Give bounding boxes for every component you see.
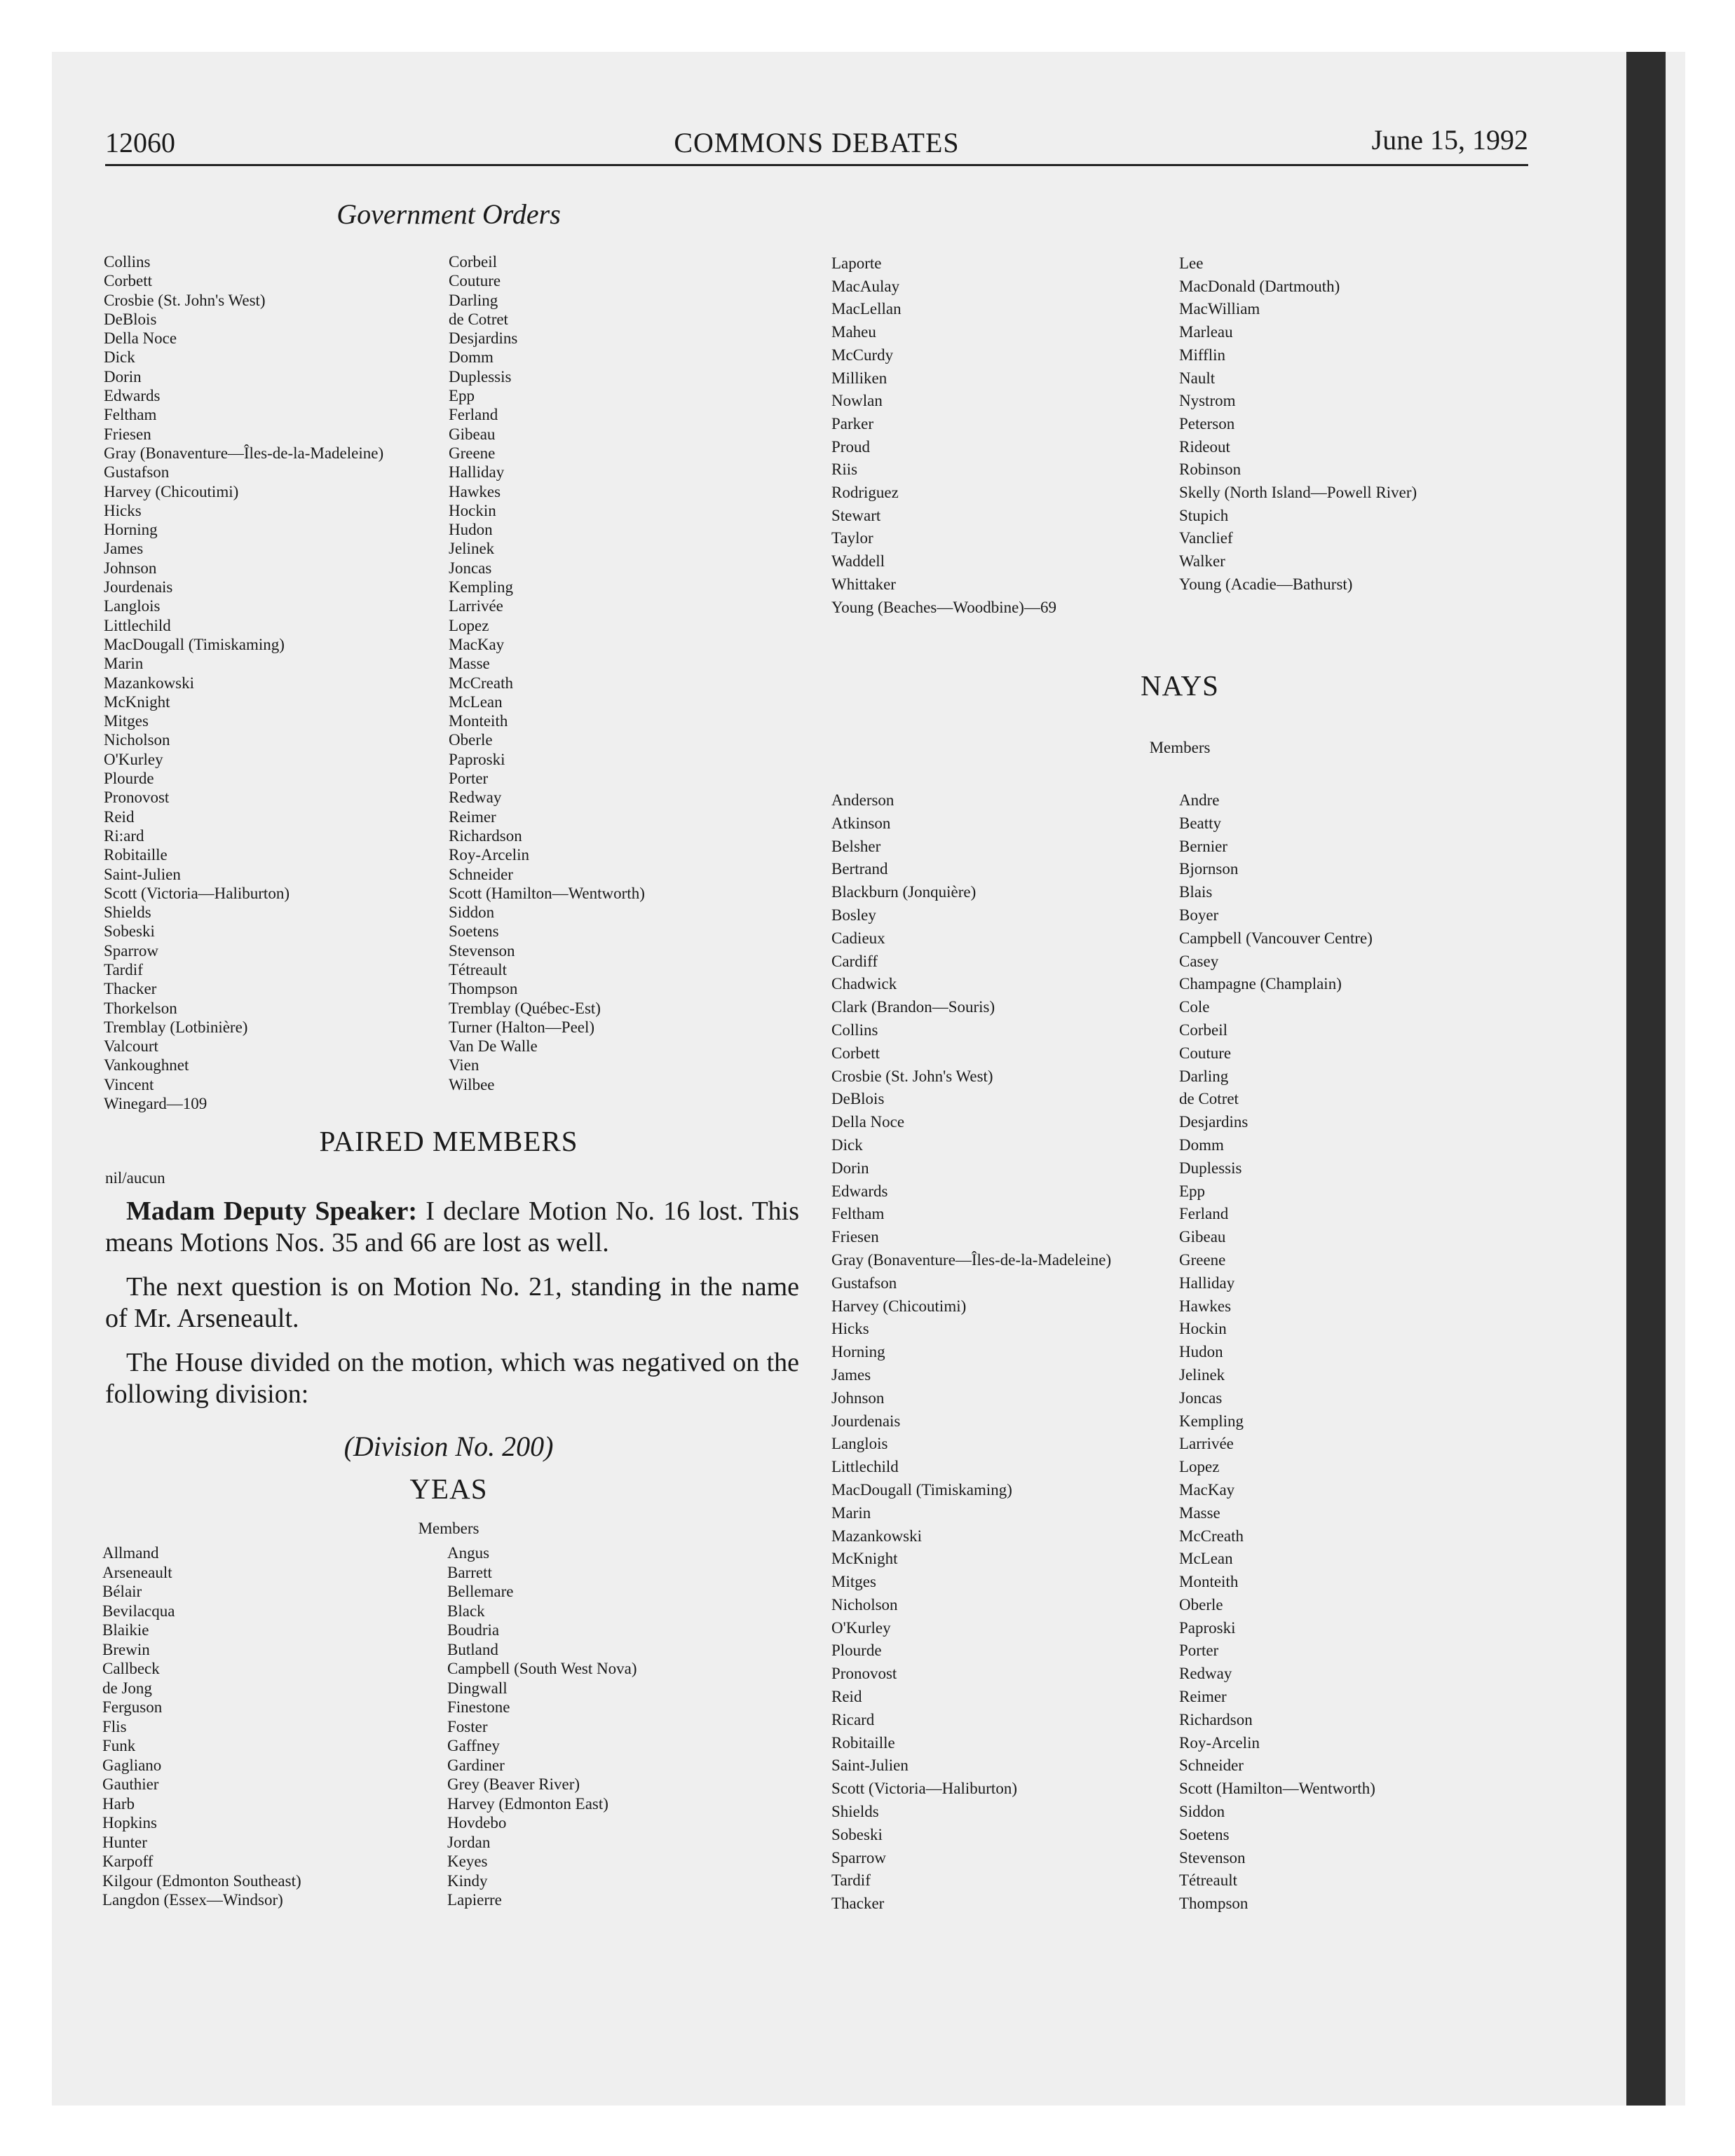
member-name: MacWilliam xyxy=(1179,300,1260,318)
member-name: Scott (Hamilton—Wentworth) xyxy=(1179,1780,1375,1798)
speech-paragraph-1 xyxy=(105,1196,799,1259)
member-name: Campbell (Vancouver Centre) xyxy=(1179,929,1373,947)
member-name: Mazankowski xyxy=(831,1527,923,1545)
member-name: Whittaker xyxy=(831,575,896,593)
member-name: Funk xyxy=(102,1737,136,1754)
member-name: MacDougall (Timiskaming) xyxy=(104,635,285,653)
member-name: Robitaille xyxy=(104,846,168,864)
member-name: Thorkelson xyxy=(104,999,177,1017)
member-name: Schneider xyxy=(449,865,513,883)
member-name: Hockin xyxy=(1179,1320,1227,1338)
prev-division-col-4 xyxy=(1179,252,1417,596)
member-name: Larrivée xyxy=(1179,1435,1234,1453)
member-name: Shields xyxy=(831,1803,879,1821)
publication-date: June 15, 1992 xyxy=(1371,124,1528,156)
member-name: Dorin xyxy=(104,367,142,386)
member-name: Young (Acadie—Bathurst) xyxy=(1179,575,1353,593)
member-name: James xyxy=(104,540,144,558)
member-name: Stupich xyxy=(1179,506,1229,524)
member-name: Nowlan xyxy=(831,392,883,410)
member-name: Johnson xyxy=(831,1389,885,1407)
member-name: Joncas xyxy=(449,559,492,577)
member-name: Butland xyxy=(447,1640,498,1658)
member-name: Friesen xyxy=(831,1228,879,1246)
member-name: Desjardins xyxy=(1179,1113,1248,1131)
member-name: Epp xyxy=(449,387,475,405)
member-name: Boudria xyxy=(447,1621,500,1639)
member-name: McKnight xyxy=(104,692,170,711)
member-name: Siddon xyxy=(1179,1803,1225,1821)
member-name: Tétreault xyxy=(449,960,508,978)
member-name: Thompson xyxy=(1179,1895,1248,1913)
member-name: Darling xyxy=(1179,1067,1229,1085)
member-name: Reimer xyxy=(449,807,496,826)
member-name: Ferland xyxy=(1179,1205,1229,1223)
division-label: (Division No. 200) xyxy=(343,1431,554,1462)
member-name: Littlechild xyxy=(831,1458,899,1476)
member-name: Vincent xyxy=(104,1075,154,1093)
member-name: Cardiff xyxy=(831,952,878,970)
speech-paragraph-2 xyxy=(105,1271,799,1335)
member-name: Desjardins xyxy=(449,329,518,348)
member-name: Ri:ard xyxy=(104,826,144,845)
member-name: Masse xyxy=(449,655,490,673)
member-name: MacKay xyxy=(1179,1480,1235,1499)
member-name: Bjornson xyxy=(1179,860,1239,878)
member-name: Mitges xyxy=(831,1573,876,1591)
member-name: Van De Walle xyxy=(449,1037,538,1056)
member-name: Ricard xyxy=(831,1710,875,1728)
member-name: Siddon xyxy=(449,903,495,922)
member-name: Bélair xyxy=(102,1583,142,1600)
member-name: Vankoughnet xyxy=(104,1056,189,1074)
member-name: de Cotret xyxy=(1179,1090,1239,1108)
member-name: Crosbie (St. John's West) xyxy=(104,291,266,309)
member-name: Andre xyxy=(1179,791,1220,809)
member-name: Lopez xyxy=(1179,1458,1220,1476)
member-name: Jelinek xyxy=(1179,1365,1225,1384)
member-name: Reid xyxy=(831,1688,862,1706)
member-name: Hawkes xyxy=(1179,1297,1232,1315)
member-name: Pronovost xyxy=(831,1665,897,1683)
member-name: Friesen xyxy=(104,425,151,443)
member-name: Gauthier xyxy=(102,1775,159,1793)
member-name: Kempling xyxy=(449,578,513,596)
member-name: Grey (Beaver River) xyxy=(447,1775,580,1793)
member-name: Hovdebo xyxy=(447,1814,507,1831)
member-name: Black xyxy=(447,1602,485,1620)
member-name: Tremblay (Québec-Est) xyxy=(449,999,601,1017)
member-name: Corbeil xyxy=(449,253,497,271)
member-name: Lapierre xyxy=(447,1891,502,1909)
member-name: Nicholson xyxy=(831,1595,898,1613)
member-name: Parker xyxy=(831,414,874,432)
member-name: Dingwall xyxy=(447,1679,508,1697)
speaker-name: Madam Deputy Speaker: xyxy=(126,1196,417,1226)
member-name: Bosley xyxy=(831,906,876,924)
member-name: Walker xyxy=(1179,552,1225,571)
member-name: Gustafson xyxy=(831,1274,897,1292)
member-name: Skelly (North Island—Powell River) xyxy=(1179,484,1417,502)
member-name: DeBlois xyxy=(104,310,157,328)
member-name: Vanclief xyxy=(1179,529,1233,547)
member-name: Joncas xyxy=(1179,1389,1223,1407)
member-name: Blaikie xyxy=(102,1621,149,1639)
member-name: Chadwick xyxy=(831,975,897,993)
speech-text-1: I declare Motion No. 16 lost. This means Motions Nos. 35 and 66 are lost as well. xyxy=(105,1196,800,1257)
member-name: O'Kurley xyxy=(104,750,163,768)
publication-title: COMMONS DEBATES xyxy=(674,127,960,158)
member-name: Karpoff xyxy=(102,1853,154,1870)
nays-col-1 xyxy=(831,789,1111,1916)
member-name: Foster xyxy=(447,1717,488,1735)
member-name: Milliken xyxy=(831,369,887,387)
paired-members-heading: PAIRED MEMBERS xyxy=(319,1125,578,1157)
member-name: Beatty xyxy=(1179,814,1222,832)
member-name: Winegard—109 xyxy=(104,1095,207,1113)
paired-members-text: nil/aucun xyxy=(105,1169,165,1187)
member-name: James xyxy=(831,1365,871,1384)
header-rule xyxy=(105,164,1528,166)
member-name: Ferguson xyxy=(102,1698,163,1716)
member-name: Sparrow xyxy=(831,1848,886,1867)
member-name: Kilgour (Edmonton Southeast) xyxy=(102,1871,301,1890)
member-name: Crosbie (St. John's West) xyxy=(831,1067,993,1085)
member-name: Hawkes xyxy=(449,482,501,500)
member-name: Masse xyxy=(1179,1503,1220,1522)
page-header xyxy=(105,121,1528,163)
member-name: Saint-Julien xyxy=(104,865,181,883)
member-name: Tremblay (Lotbinière) xyxy=(104,1018,248,1036)
member-name: Marleau xyxy=(1179,323,1233,341)
member-name: Langlois xyxy=(831,1435,888,1453)
member-name: Feltham xyxy=(831,1205,885,1223)
prev-division-col-2 xyxy=(449,252,645,1094)
member-name: Stevenson xyxy=(1179,1848,1246,1867)
member-name: Marin xyxy=(831,1503,871,1522)
member-name: Flis xyxy=(102,1717,127,1735)
member-name: MacDonald (Dartmouth) xyxy=(1179,277,1340,295)
member-name: Redway xyxy=(1179,1665,1232,1683)
member-name: Stevenson xyxy=(449,941,515,960)
member-name: Finestone xyxy=(447,1698,510,1716)
member-name: Reid xyxy=(104,807,135,826)
member-name: Lopez xyxy=(449,616,489,634)
member-name: Redway xyxy=(449,789,502,807)
member-name: Plourde xyxy=(831,1642,882,1660)
member-name: Halliday xyxy=(1179,1274,1235,1292)
member-name: Sobeski xyxy=(104,922,155,941)
member-name: Plourde xyxy=(104,770,154,788)
member-name: Littlechild xyxy=(104,616,171,634)
member-name: Bertrand xyxy=(831,860,888,878)
member-name: Gustafson xyxy=(104,463,170,482)
member-name: Soetens xyxy=(1179,1825,1230,1843)
member-name: Shields xyxy=(104,903,151,922)
member-name: Gray (Bonaventure—Îles-de-la-Madeleine) xyxy=(831,1250,1112,1269)
member-name: Thompson xyxy=(449,980,518,998)
scan-edge-bar xyxy=(1626,52,1666,2106)
member-name: Lee xyxy=(1179,254,1204,272)
member-name: Vien xyxy=(449,1056,479,1074)
member-name: Scott (Victoria—Haliburton) xyxy=(104,884,290,902)
member-name: Dick xyxy=(104,348,135,367)
member-name: Reimer xyxy=(1179,1688,1227,1706)
member-name: Langlois xyxy=(104,597,161,615)
member-name: McLean xyxy=(1179,1550,1233,1568)
member-name: Sparrow xyxy=(104,941,158,960)
member-name: McCreath xyxy=(449,674,513,692)
member-name: Rideout xyxy=(1179,437,1230,456)
member-name: Pronovost xyxy=(104,789,170,807)
member-name: Nystrom xyxy=(1179,392,1236,410)
nays-col-2 xyxy=(1179,789,1375,1916)
member-name: Harvey (Chicoutimi) xyxy=(104,482,239,500)
member-name: Duplessis xyxy=(1179,1159,1242,1177)
member-name: McLean xyxy=(449,692,503,711)
prev-division-col-1 xyxy=(104,252,383,1113)
member-name: Gibeau xyxy=(1179,1228,1226,1246)
member-name: McCurdy xyxy=(831,346,894,364)
member-name: Collins xyxy=(104,253,151,271)
member-name: Hicks xyxy=(104,501,142,519)
member-name: Feltham xyxy=(104,406,157,424)
member-name: Keyes xyxy=(447,1853,488,1870)
member-name: Harb xyxy=(102,1794,135,1813)
member-name: Corbett xyxy=(104,272,152,290)
nays-heading: NAYS xyxy=(1141,669,1219,702)
member-name: Turner (Halton—Peel) xyxy=(449,1018,595,1036)
member-name: Wilbee xyxy=(449,1075,495,1093)
member-name: MacDougall (Timiskaming) xyxy=(831,1480,1012,1499)
member-name: Maheu xyxy=(831,323,876,341)
member-name: Campbell (South West Nova) xyxy=(447,1660,637,1677)
member-name: Bellemare xyxy=(447,1583,514,1600)
member-name: Collins xyxy=(831,1021,878,1039)
member-name: Cadieux xyxy=(831,929,885,947)
member-name: Gray (Bonaventure—Îles-de-la-Madeleine) xyxy=(104,444,384,462)
member-name: Allmand xyxy=(102,1544,159,1562)
member-name: Monteith xyxy=(449,712,508,730)
member-name: Nault xyxy=(1179,369,1216,387)
member-name: Blais xyxy=(1179,883,1213,901)
nays-subheading: Members xyxy=(1149,739,1211,756)
speech-text-2: The next question is on Motion No. 21, standing in the name of Mr. Arseneault. xyxy=(105,1272,799,1333)
member-name: Johnson xyxy=(104,559,157,577)
member-name: Angus xyxy=(447,1544,490,1562)
member-name: Monteith xyxy=(1179,1573,1239,1591)
member-name: McKnight xyxy=(831,1550,898,1568)
member-name: MacAulay xyxy=(831,277,900,295)
member-name: Ferland xyxy=(449,406,498,424)
member-name: Harvey (Edmonton East) xyxy=(447,1794,608,1813)
member-name: Domm xyxy=(449,348,494,367)
member-name: Hicks xyxy=(831,1320,869,1338)
section-title: Government Orders xyxy=(336,198,561,230)
member-name: Taylor xyxy=(831,529,873,547)
member-name: Boyer xyxy=(1179,906,1219,924)
member-name: Cole xyxy=(1179,998,1210,1016)
member-name: Gaffney xyxy=(447,1737,500,1754)
member-name: Roy-Arcelin xyxy=(449,846,529,864)
member-name: Greene xyxy=(449,444,496,462)
member-name: Mazankowski xyxy=(104,674,195,692)
member-name: Atkinson xyxy=(831,814,891,832)
member-name: Jourdenais xyxy=(831,1412,901,1430)
member-name: Stewart xyxy=(831,506,881,524)
member-name: Della Noce xyxy=(831,1113,905,1131)
member-name: Peterson xyxy=(1179,414,1235,432)
member-name: Marin xyxy=(104,655,144,673)
member-name: Jordan xyxy=(447,1833,491,1851)
member-name: Della Noce xyxy=(104,329,177,348)
member-name: Richardson xyxy=(1179,1710,1253,1728)
member-name: de Cotret xyxy=(449,310,508,328)
member-name: DeBlois xyxy=(831,1090,885,1108)
member-name: Domm xyxy=(1179,1135,1224,1154)
member-name: Oberle xyxy=(449,731,493,749)
member-name: Jelinek xyxy=(449,540,495,558)
member-name: Gardiner xyxy=(447,1756,505,1774)
member-name: Greene xyxy=(1179,1250,1226,1269)
yeas-col-2 xyxy=(447,1543,637,1910)
page-number: 12060 xyxy=(105,127,175,158)
yeas-col-1 xyxy=(102,1543,301,1910)
yeas-heading: YEAS xyxy=(409,1473,488,1505)
member-name: Clark (Brandon—Souris) xyxy=(831,998,995,1016)
member-name: Hopkins xyxy=(102,1814,157,1831)
member-name: McCreath xyxy=(1179,1527,1244,1545)
member-name: Larrivée xyxy=(449,597,503,615)
member-name: O'Kurley xyxy=(831,1618,891,1637)
member-name: Hunter xyxy=(102,1833,147,1851)
member-name: Tardif xyxy=(104,960,143,978)
member-name: Gagliano xyxy=(102,1756,162,1774)
member-name: Scott (Victoria—Haliburton) xyxy=(831,1780,1017,1798)
member-name: Barrett xyxy=(447,1563,492,1581)
member-name: Paproski xyxy=(1179,1618,1236,1637)
speech-paragraph-3 xyxy=(105,1347,799,1410)
member-name: Bevilacqua xyxy=(102,1602,175,1620)
member-name: Kindy xyxy=(447,1871,488,1890)
member-name: Rodriguez xyxy=(831,484,899,502)
member-name: Thacker xyxy=(104,980,157,998)
member-name: Thacker xyxy=(831,1895,885,1913)
member-name: Champagne (Champlain) xyxy=(1179,975,1342,993)
member-name: Hockin xyxy=(449,501,496,519)
member-name: Tétreault xyxy=(1179,1871,1238,1890)
member-name: Kempling xyxy=(1179,1412,1244,1430)
prev-division-col-3 xyxy=(831,252,1056,619)
member-name: Sobeski xyxy=(831,1825,883,1843)
member-name: Gibeau xyxy=(449,425,496,443)
yeas-subheading: Members xyxy=(418,1520,479,1537)
member-name: Saint-Julien xyxy=(831,1756,909,1775)
member-name: Couture xyxy=(449,272,501,290)
member-name: Proud xyxy=(831,437,870,456)
member-name: Valcourt xyxy=(104,1037,158,1056)
member-name: Young (Beaches—Woodbine)—69 xyxy=(831,598,1056,616)
member-name: Nicholson xyxy=(104,731,170,749)
member-name: de Jong xyxy=(102,1679,152,1697)
member-name: Richardson xyxy=(449,826,522,845)
member-name: Porter xyxy=(449,770,489,788)
member-name: Corbeil xyxy=(1179,1021,1227,1039)
member-name: Robitaille xyxy=(831,1733,895,1752)
member-name: Corbett xyxy=(831,1044,880,1062)
member-name: Jourdenais xyxy=(104,578,173,596)
member-name: Belsher xyxy=(831,837,881,855)
member-name: Casey xyxy=(1179,952,1219,970)
member-name: Anderson xyxy=(831,791,894,809)
member-name: Robinson xyxy=(1179,460,1241,479)
member-name: Horning xyxy=(831,1343,885,1361)
member-name: Laporte xyxy=(831,254,882,272)
speech-text-3: The House divided on the motion, which was negatived on the following division: xyxy=(105,1348,799,1409)
member-name: Epp xyxy=(1179,1182,1206,1200)
member-name: Callbeck xyxy=(102,1660,160,1677)
member-name: MacKay xyxy=(449,635,505,653)
member-name: Edwards xyxy=(104,387,161,405)
member-name: Duplessis xyxy=(449,367,512,386)
member-name: Couture xyxy=(1179,1044,1232,1062)
member-name: Hudon xyxy=(1179,1343,1223,1361)
member-name: MacLellan xyxy=(831,300,901,318)
member-name: Bernier xyxy=(1179,837,1227,855)
member-name: Riis xyxy=(831,460,858,479)
member-name: Waddell xyxy=(831,552,885,571)
member-name: Schneider xyxy=(1179,1756,1244,1775)
member-name: Hudon xyxy=(449,521,493,539)
member-name: Halliday xyxy=(449,463,505,482)
member-name: Darling xyxy=(449,291,498,309)
member-name: Paproski xyxy=(449,750,505,768)
member-name: Harvey (Chicoutimi) xyxy=(831,1297,967,1315)
member-name: Tardif xyxy=(831,1871,871,1890)
member-name: Langdon (Essex—Windsor) xyxy=(102,1891,283,1909)
member-name: Blackburn (Jonquière) xyxy=(831,883,977,901)
member-name: Mifflin xyxy=(1179,346,1226,364)
member-name: Mitges xyxy=(104,712,149,730)
member-name: Horning xyxy=(104,521,158,539)
member-name: Dorin xyxy=(831,1159,869,1177)
member-name: Edwards xyxy=(831,1182,888,1200)
member-name: Scott (Hamilton—Wentworth) xyxy=(449,884,645,902)
member-name: Arseneault xyxy=(102,1563,172,1581)
member-name: Dick xyxy=(831,1135,863,1154)
member-name: Porter xyxy=(1179,1642,1219,1660)
member-name: Brewin xyxy=(102,1640,150,1658)
member-name: Oberle xyxy=(1179,1595,1223,1613)
member-name: Soetens xyxy=(449,922,499,941)
member-name: Roy-Arcelin xyxy=(1179,1733,1260,1752)
